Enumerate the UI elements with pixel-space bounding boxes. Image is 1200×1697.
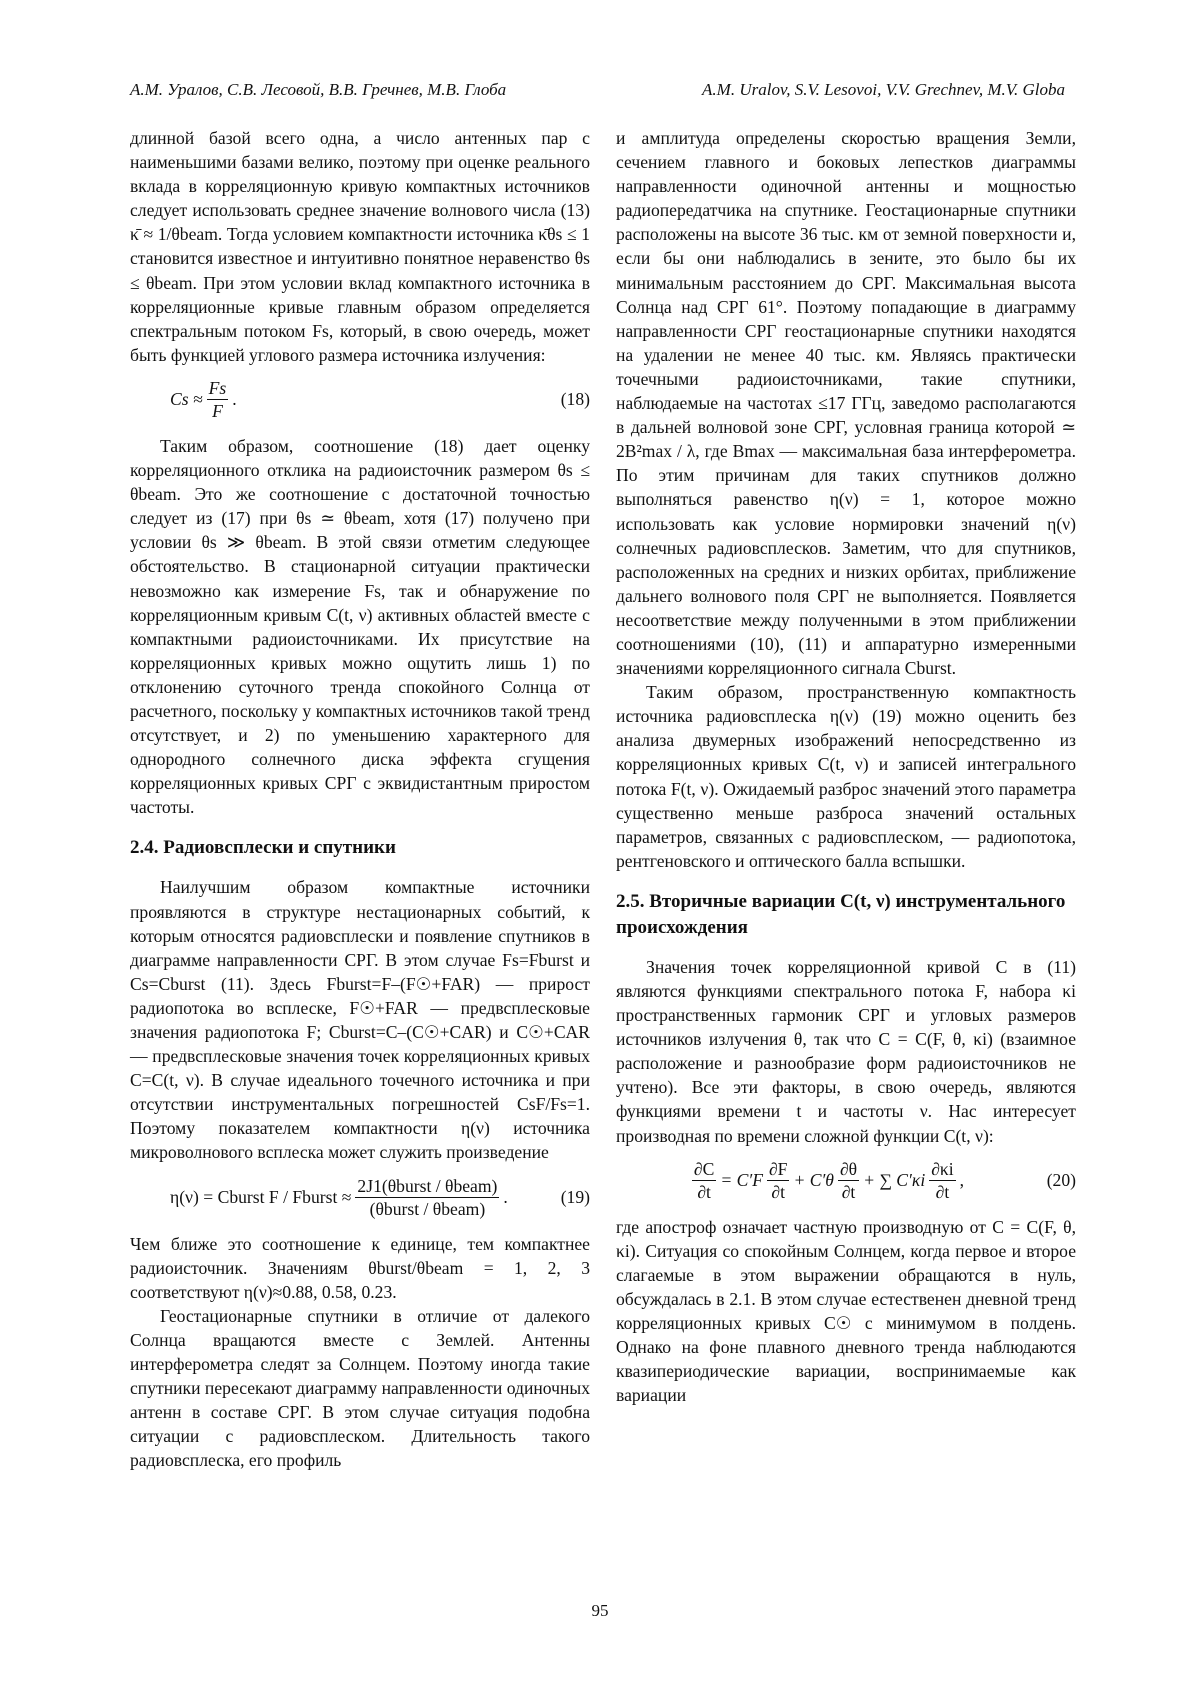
- left-column: [130, 126, 590, 1473]
- fraction: [929, 1158, 955, 1203]
- equation-number: (19): [560, 1187, 590, 1208]
- fraction: [207, 377, 229, 422]
- equation-tail: .: [503, 1187, 508, 1208]
- section-heading: 2.5. Вторичные вариации C(t, ν) инструментального происхождения: [616, 890, 1066, 938]
- equation-lhs: η(ν) = Cburst F / Fburst ≈: [170, 1187, 352, 1208]
- equation-term: + C′θ: [793, 1170, 834, 1191]
- equation-tail: .: [232, 389, 237, 410]
- fraction-denominator: ∂t: [841, 1181, 856, 1202]
- page-number: 95: [591, 1601, 609, 1620]
- equation-number: (18): [560, 389, 590, 410]
- paragraph: где апостроф означает частную производную от C = C(F, θ, κi). Ситуация со спокойным Солнцем, когда первое и второе слагаемые в этом выражении обращаются в нуль, обсуждалась в 2.1. В этом случае естественен дневной тренд корреляционных кривых C☉ с минимумом в полдень. Однако на фоне плавного дневного тренда наблюдаются квазипериодические вариации, воспринимаемые как вариации: [616, 1216, 1076, 1406]
- fraction: [838, 1158, 859, 1203]
- right-column: [616, 126, 1076, 1407]
- paragraph: Таким образом, пространственную компактность источника радиовсплеска η(ν) (19) можно оценить без анализа двумерных изображений непосредственно из корреляционных кривых C(t, ν) и записей интегрального потока F(t, ν). Ожидаемый разброс значений этого параметра существенно меньше разброса значений остальных параметров, связанных с радиовсплеском, — радиопотока, рентгеновского и оптического балла вспышки.: [616, 682, 1076, 871]
- fraction-numerator: Fs: [208, 377, 227, 398]
- fraction: [692, 1158, 716, 1203]
- paragraph: Геостационарные спутники в отличие от далекого Солнца вращаются вместе с Землей. Антенны интерферометра следят за Солнцем. Поэтому иногда такие спутники пересекают диаграмму направленности одиночных антенн в составе СРГ. В этом случае ситуация подобна ситуации с радиовсплеском. Длительность такого радиовсплеска, его профиль: [130, 1305, 590, 1471]
- equation-19: [130, 1175, 590, 1220]
- equation-number: (20): [1046, 1170, 1076, 1191]
- equation-term: + ∑ C′κi: [863, 1170, 926, 1191]
- equation-tail: ,: [959, 1170, 965, 1191]
- fraction-numerator: ∂F: [768, 1158, 788, 1179]
- equation-20: [616, 1158, 1076, 1203]
- section-heading: 2.4. Радиовсплески и спутники: [130, 837, 396, 859]
- running-header-authors-ru: А.М. Уралов, С.В. Лесовой, В.В. Гречнев, М.В. Глоба: [130, 80, 507, 99]
- fraction-denominator: F: [212, 400, 223, 421]
- equation-18: [130, 377, 590, 422]
- fraction: [355, 1175, 499, 1220]
- paragraph: Наилучшим образом компактные источники проявляются в структуре нестационарных событий, к которым относятся радиовсплески и появление спутников в диаграмме направленности СРГ. В этом случае Fs=Fburst и Cs=Cburst (11). Здесь Fburst=F–(F☉+FAR) — прирост радиопотока во всплеске, F☉+FAR — предвсплесковые значения радиопотока F; Cburst=C–(C☉+CAR) и C☉+CAR — предвсплесковые значения точек корреляционных кривых C=C(t, ν). В случае идеального точечного источника и при отсутствии инструментальных погрешностей CsF/Fs=1. Поэтому показателем компактности η(ν) источника микроволнового всплеска может служить произведение: [130, 877, 590, 1163]
- paragraph: Чем ближе это соотношение к единице, тем компактнее радиоисточник. Значениям θburst/θbeam = 1, 2, 3 соответствуют η(ν)≈0.88, 0.58, 0.23.: [130, 1233, 590, 1302]
- equation-lhs: Cs ≈: [170, 389, 203, 410]
- fraction-denominator: (θburst / θbeam): [369, 1198, 486, 1219]
- fraction-numerator: ∂C: [693, 1158, 715, 1179]
- paragraph: Значения точек корреляционной кривой C в (11) являются функциями спектрального потока F, набора κi пространственных гармоник СРГ и угловых размеров источников излучения θ, так что C = C(F, θ, κi) (взаимное расположение и разнообразие форм радиоисточников не учтено). Все эти факторы, в свою очередь, являются функциями времени t и частоты ν. Нас интересует производная по времени сложной функции C(t, ν):: [616, 956, 1076, 1146]
- fraction-numerator: ∂θ: [839, 1158, 858, 1179]
- paragraph: и амплитуда определены скоростью вращения Земли, сечением главного и боковых лепестков диаграммы направленности одиночной антенны и мощностью радиопередатчика на спутнике. Геостационарные спутники расположены на высоте 36 тыс. км от земной поверхности и, если бы они наблюдались в зените, это было бы их минимальным расстоянием до СРГ. Максимальная высота Солнца над СРГ 61°. Поэтому попадающие в диаграмму направленности СРГ геостационарные спутники находятся на удалении не менее 40 тыс. км. Являясь практически точечными радиоисточниками, такие спутники, наблюдаемые на частотах ≤17 ГГц, заведомо располагаются в дальней волновой зоне СРГ, условная граница которой ≃ 2B²max / λ, где Bmax — максимальная база интерферометра. По этим причинам для таких спутников должно выполняться равенство η(ν) = 1, которое можно использовать как условие нормировки значений η(ν) солнечных радиовсплесков. Заметим, что для спутников, расположенных на средних и низких орбитах, приближение дальнего волнового поля СРГ не выполняется. Появляется несоответствие между полученными в этом приближении соотношениями (10), (11) и аппаратурно измеренными значениями корреляционного сигнала Cburst.: [616, 128, 1076, 679]
- paragraph: Таким образом, соотношение (18) дает оценку корреляционного отклика на радиоисточник размером θs ≤ θbeam. Это же соотношение с достаточной точностью следует из (17) при θs ≃ θbeam, хотя (17) получено при условии θs ≫ θbeam. В этой связи отметим следующее обстоятельство. В стационарной ситуации практически невозможно как измерение Fs, так и обнаружение по корреляционным кривым C(t, ν) активных областей вместе с компактными радиоисточниками. Их присутствие на корреляционных кривых можно ощутить лишь 1) по отклонению суточного тренда спокойного Солнца от расчетного, поскольку у компактных источников такой тренд отсутствует, и 2) по уменьшению характерного для однородного солнечного диска эффекта сгущения корреляционных кривых СРГ с эквидистантным приростом частоты.: [130, 435, 590, 818]
- fraction-denominator: ∂t: [935, 1181, 950, 1202]
- fraction-numerator: 2J1(θburst / θbeam): [357, 1175, 498, 1196]
- running-header-authors-en: A.M. Uralov, S.V. Lesovoi, V.V. Grechnev, M.V. Globa: [702, 80, 1065, 99]
- equation-term: = C′F: [720, 1170, 763, 1191]
- fraction-denominator: ∂t: [771, 1181, 785, 1202]
- fraction-denominator: ∂t: [697, 1181, 711, 1202]
- fraction: [767, 1158, 789, 1203]
- fraction-numerator: ∂κi: [931, 1158, 954, 1179]
- paragraph: длинной базой всего одна, а число антенных пар с наименьшими базами велико, поэтому при оценке реального вклада в корреляционную кривую компактных источников следует использовать среднее значение волнового числа (13) κ̄ ≈ 1/θbeam. Тогда условием компактности источника κ̄θs ≤ 1 становится известное и интуитивно понятное неравенство θs ≤ θbeam. При этом условии вклад компактного источника в корреляционные кривые главным образом определяется спектральным потоком Fs, который, в свою очередь, может быть функцией углового размера источника излучения:: [130, 128, 590, 365]
